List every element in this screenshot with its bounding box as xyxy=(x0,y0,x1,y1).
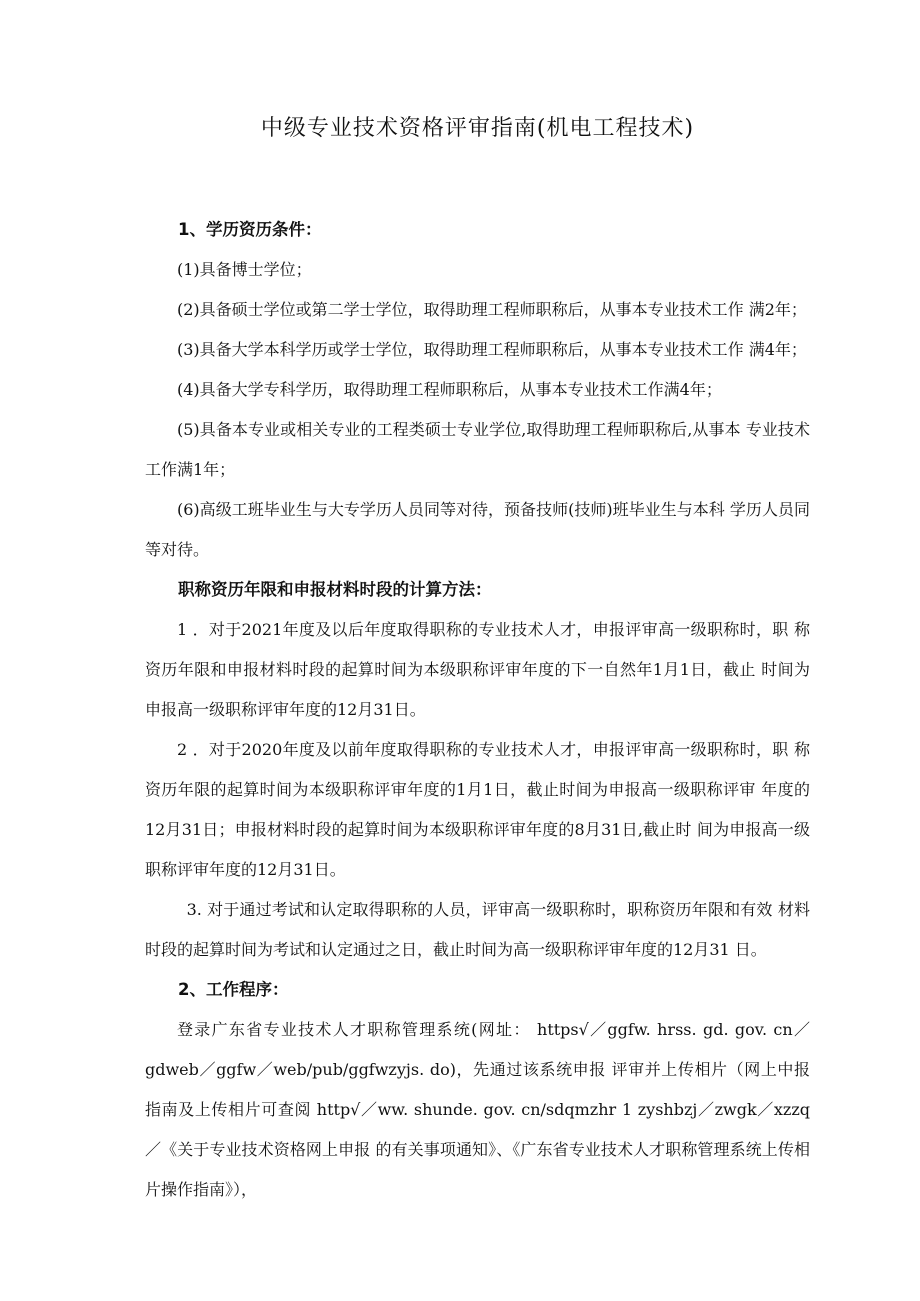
doc-title: 中级专业技术资格评审指南(机电工程技术) xyxy=(260,116,695,141)
document-body xyxy=(145,210,810,1210)
section-heading-education-requirements: 1、学历资历条件： xyxy=(178,220,322,239)
paragraph-item-5: (5)具备本专业或相关专业的工程类硕士专业学位,取得助理工程师职称后,从事本 专业技术工作满1年； xyxy=(145,420,810,479)
paragraph-item-2: (2)具备硕士学位或第二学士学位，取得助理工程师职称后，从事本专业技术工作 满2年； xyxy=(177,300,807,319)
paragraph-item-1: (1)具备博士学位； xyxy=(177,260,312,279)
section-heading-work-procedure: 2、工作程序： xyxy=(178,980,289,999)
paragraph-item-4: (4)具备大学专科学历，取得助理工程师职称后，从事本专业技术工作满4年； xyxy=(177,380,722,399)
paragraph-item-6: (6)高级工班毕业生与大专学历人员同等对待，预备技师(技师)班毕业生与本科 学历人员同等对待。 xyxy=(145,500,810,559)
section-heading-calculation-method: 职称资历年限和申报材料时段的计算方法： xyxy=(178,580,492,599)
paragraph-rule-2: 2 ．对于2020年度及以前年度取得职称的专业技术人才，申报评审高一级职称时，职 称资历年限的起算时间为本级职称评审年度的1月1日，截止时间为申报高一级职称评审 年度的12月31日；申报材料时段的起算时间为本级职称评审年度的8月31日,截止时 间为申报高一级职称评审年度的12月31日。 xyxy=(145,740,810,879)
paragraph-procedure-login: 登录广东省专业技术人才职称管理系统(网址： https√／ggfw. hrss. gd. gov. cn／gdweb／ggfw／web/pub/ggfwzyjs. do)，先通过该系统申报 评审并上传相片（网上中报指南及上传相片可查阅 http√／ww. shunde. gov. cn/sdqmzhr 1 zyshbzj／zwgk／xzzq／《关于专业技术资格网上申报 的有关事项通知》、《广东省专业技术人才职称管理系统上传相片操作指南》）， xyxy=(145,1020,810,1199)
paragraph-rule-3: 3. 对于通过考试和认定取得职称的人员，评审高一级职称时，职称资历年限和有效 材料时段的起算时间为考试和认定通过之日，截止时间为高一级职称评审年度的12月31 日。 xyxy=(145,900,810,959)
paragraph-item-3: (3)具备大学本科学历或学士学位，取得助理工程师职称后，从事本专业技术工作 满4年； xyxy=(177,340,807,359)
paragraph-rule-1: 1 ．对于2021年度及以后年度取得职称的专业技术人才，申报评审高一级职称时，职 称资历年限和申报材料时段的起算时间为本级职称评审年度的下一自然年1月1日，截止 时间为申报高一级职称评审年度的12月31日。 xyxy=(145,620,810,719)
document-content xyxy=(145,0,810,1210)
